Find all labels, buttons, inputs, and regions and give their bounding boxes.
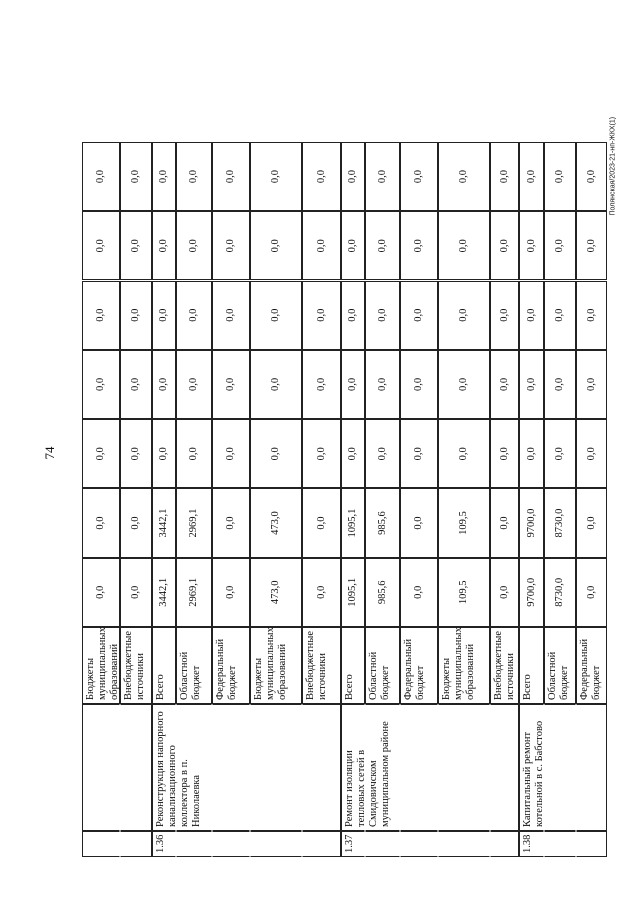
document-id: Полянская/2023-21-нп-ЖКХ(1) [609,116,617,216]
item-number-cell [438,831,490,857]
value-cell: 0,0 [152,142,176,211]
value-cell: 0,0 [250,281,302,350]
item-number-cell [212,831,250,857]
value-cell: 0,0 [176,211,212,280]
value-cell: 0,0 [250,211,302,280]
value-cell: 0,0 [576,488,607,557]
item-name-cell [82,704,120,831]
item-name-cell [365,704,400,831]
funding-source-cell: Всего [152,627,176,704]
value-cell: 0,0 [152,281,176,350]
funding-source-cell: Федеральный бюджет [576,627,607,704]
value-cell: 0,0 [438,419,490,488]
value-cell: 0,0 [365,211,400,280]
value-cell: 0,0 [400,419,438,488]
value-cell: 0,0 [400,558,438,627]
table-row [519,42,544,857]
value-cell: 473,0 [250,558,302,627]
value-cell: 0,0 [576,350,607,419]
table-row [490,42,519,857]
value-cell: 0,0 [544,350,576,419]
funding-source-cell: Всего [341,627,365,704]
item-name-cell [250,704,302,831]
value-cell: 9700,0 [519,558,544,627]
value-cell: 0,0 [212,281,250,350]
item-number-cell [176,831,212,857]
table-row [544,42,576,857]
value-cell: 0,0 [152,350,176,419]
value-cell: 0,0 [120,211,152,280]
value-cell: 0,0 [519,419,544,488]
item-name-cell: Ремонт изоляции тепловых сетей в Смидовичском муниципальном районе [341,704,365,831]
funding-source-cell: Областной бюджет [544,627,576,704]
value-cell: 0,0 [341,281,365,350]
item-number-cell [120,831,152,857]
value-cell: 0,0 [302,142,341,211]
value-cell: 0,0 [576,558,607,627]
value-cell: 0,0 [302,488,341,557]
funding-source-cell: Федеральный бюджет [400,627,438,704]
value-cell: 0,0 [519,211,544,280]
value-cell: 109,5 [438,558,490,627]
value-cell: 3442,1 [152,558,176,627]
value-cell: 0,0 [438,350,490,419]
value-cell: 0,0 [302,558,341,627]
value-cell: 0,0 [490,350,519,419]
item-number-cell [490,831,519,857]
funding-source-cell: Внебюджетные источники [302,627,341,704]
item-number-cell: 1.36 [152,831,176,857]
value-cell: 0,0 [438,281,490,350]
value-cell: 0,0 [176,419,212,488]
value-cell: 0,0 [365,281,400,350]
value-cell: 0,0 [438,142,490,211]
value-cell: 0,0 [212,558,250,627]
value-cell: 0,0 [490,419,519,488]
value-cell: 0,0 [519,281,544,350]
value-cell: 0,0 [212,488,250,557]
table-row [212,42,250,857]
value-cell: 2969,1 [176,558,212,627]
table-row [302,42,341,857]
funding-source-cell: Внебюджетные источники [120,627,152,704]
item-name-cell [302,704,341,831]
value-cell: 0,0 [82,350,120,419]
value-cell: 0,0 [544,419,576,488]
item-number-cell: 1.38 [519,831,544,857]
item-number-cell [302,831,341,857]
value-cell: 0,0 [365,419,400,488]
value-cell: 0,0 [302,281,341,350]
value-cell: 0,0 [490,142,519,211]
value-cell: 0,0 [490,558,519,627]
value-cell: 985,6 [365,558,400,627]
value-cell: 0,0 [341,350,365,419]
value-cell: 0,0 [576,142,607,211]
value-cell: 0,0 [82,281,120,350]
value-cell: 0,0 [212,350,250,419]
item-number-cell [250,831,302,857]
value-cell: 0,0 [365,350,400,419]
table-row [400,42,438,857]
funding-source-cell: Внебюджетные источники [490,627,519,704]
funding-source-cell: Всего [519,627,544,704]
value-cell: 0,0 [82,558,120,627]
funding-table [82,42,602,857]
value-cell: 8730,0 [544,488,576,557]
value-cell: 0,0 [302,350,341,419]
value-cell: 0,0 [212,142,250,211]
table-row [438,42,490,857]
value-cell: 0,0 [176,142,212,211]
item-name-cell [120,704,152,831]
value-cell: 0,0 [250,350,302,419]
item-number-cell [365,831,400,857]
value-cell: 0,0 [120,350,152,419]
table-row [250,42,302,857]
item-number-cell [576,831,607,857]
table-row [82,42,120,857]
item-number-cell [82,831,120,857]
value-cell: 0,0 [544,281,576,350]
value-cell: 109,5 [438,488,490,557]
value-cell: 0,0 [176,281,212,350]
value-cell: 0,0 [400,281,438,350]
value-cell: 0,0 [400,211,438,280]
value-cell: 0,0 [152,211,176,280]
value-cell: 1095,1 [341,488,365,557]
value-cell: 0,0 [120,281,152,350]
value-cell: 3442,1 [152,488,176,557]
item-name-cell [576,704,607,831]
item-name-cell [176,704,212,831]
value-cell: 0,0 [82,211,120,280]
value-cell: 0,0 [576,419,607,488]
item-name-cell: Капитальный ремонт котельной в с. Бабстово [519,704,544,831]
value-cell: 2969,1 [176,488,212,557]
value-cell: 0,0 [490,488,519,557]
value-cell: 0,0 [212,211,250,280]
item-name-cell [490,704,519,831]
table-row [120,42,152,857]
item-number-cell [544,831,576,857]
value-cell: 0,0 [152,419,176,488]
item-number-cell [400,831,438,857]
value-cell: 9700,0 [519,488,544,557]
item-name-cell [212,704,250,831]
value-cell: 0,0 [400,142,438,211]
value-cell: 0,0 [544,142,576,211]
value-cell: 0,0 [400,488,438,557]
funding-source-cell: Бюджеты муниципальных образований [250,627,302,704]
item-name-cell [400,704,438,831]
item-number-cell: 1.37 [341,831,365,857]
table-row [365,42,400,857]
value-cell: 985,6 [365,488,400,557]
funding-source-cell: Областной бюджет [176,627,212,704]
value-cell: 0,0 [519,350,544,419]
value-cell: 473,0 [250,488,302,557]
item-name-cell [544,704,576,831]
value-cell: 0,0 [490,281,519,350]
value-cell: 0,0 [176,350,212,419]
value-cell: 0,0 [576,211,607,280]
value-cell: 0,0 [341,419,365,488]
value-cell: 0,0 [302,419,341,488]
funding-source-cell: Областной бюджет [365,627,400,704]
value-cell: 0,0 [120,142,152,211]
funding-source-cell: Бюджеты муниципальных образований [82,627,120,704]
funding-source-cell: Федеральный бюджет [212,627,250,704]
value-cell: 0,0 [341,142,365,211]
value-cell: 0,0 [82,419,120,488]
item-name-cell: Реконструкция напорного канализационного коллектора в п. Николаевка [152,704,176,831]
value-cell: 0,0 [544,211,576,280]
value-cell: 0,0 [365,142,400,211]
value-cell: 8730,0 [544,558,576,627]
value-cell: 0,0 [490,211,519,280]
table-row [176,42,212,857]
funding-source-cell: Бюджеты муниципальных образований [438,627,490,704]
value-cell: 0,0 [120,488,152,557]
value-cell: 0,0 [341,211,365,280]
value-cell: 0,0 [302,211,341,280]
item-name-cell [438,704,490,831]
value-cell: 0,0 [212,419,250,488]
value-cell: 1095,1 [341,558,365,627]
value-cell: 0,0 [250,419,302,488]
value-cell: 0,0 [250,142,302,211]
value-cell: 0,0 [400,350,438,419]
value-cell: 0,0 [120,419,152,488]
value-cell: 0,0 [82,142,120,211]
value-cell: 0,0 [438,211,490,280]
table-row [576,42,607,857]
value-cell: 0,0 [519,142,544,211]
value-cell: 0,0 [82,488,120,557]
value-cell: 0,0 [576,281,607,350]
value-cell: 0,0 [120,558,152,627]
page-number: 74 [42,446,57,460]
